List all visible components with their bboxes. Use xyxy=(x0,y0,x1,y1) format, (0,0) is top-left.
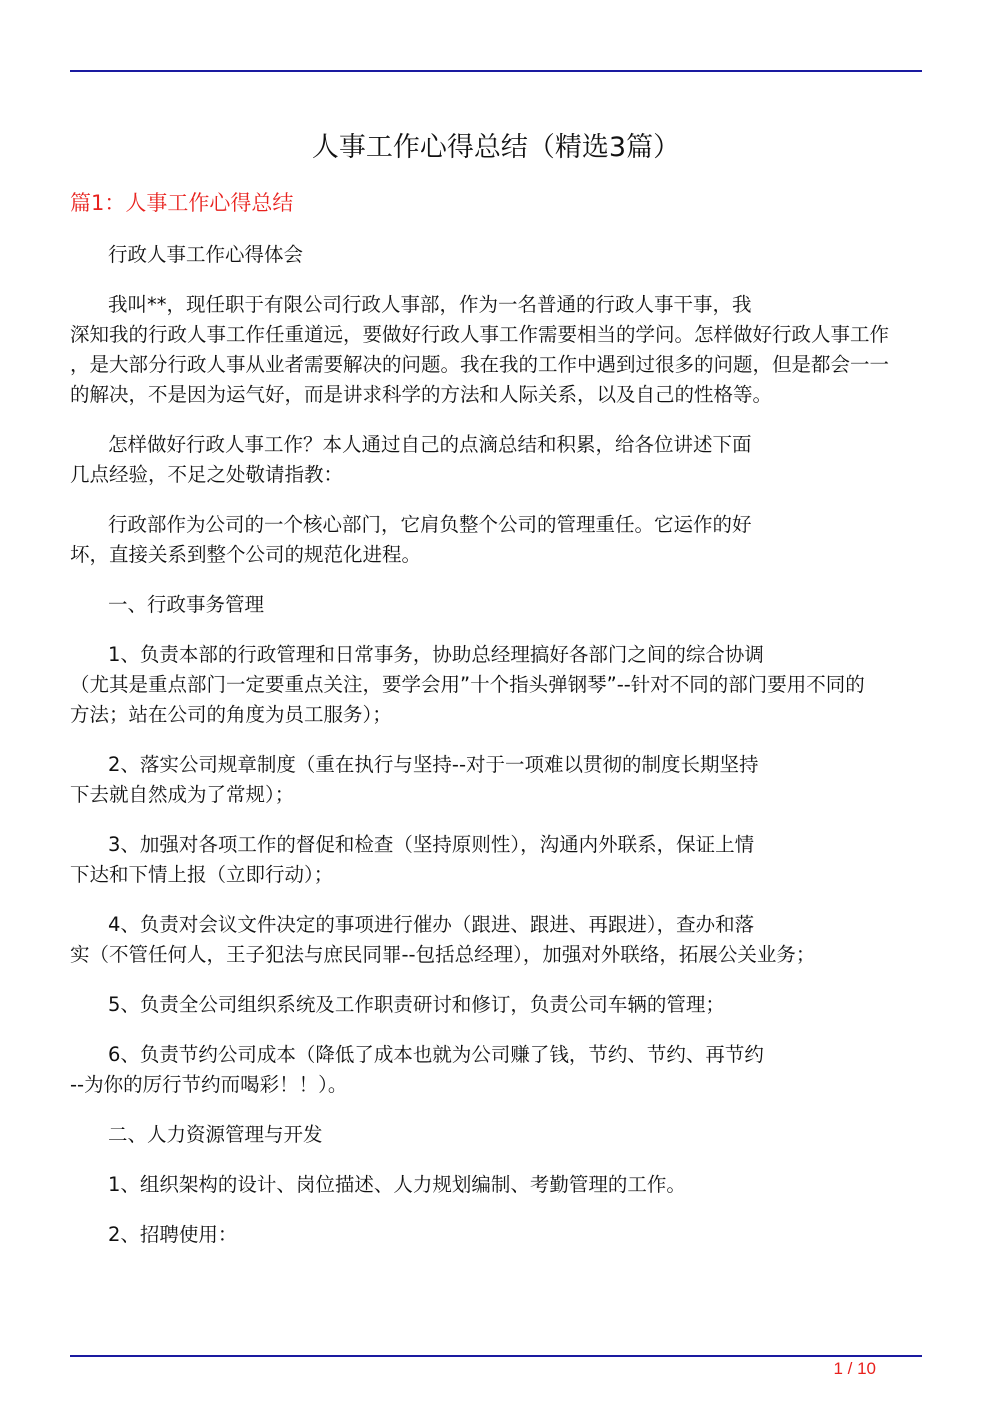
paragraph-line: 几点经验，不足之处敬请指教： xyxy=(70,463,344,486)
paragraph-line: 行政人事工作心得体会 xyxy=(108,243,304,266)
paragraph-line: 6、负责节约公司成本（降低了成本也就为公司赚了钱，节约、节约、再节约 xyxy=(108,1043,764,1066)
paragraph-line: 一、行政事务管理 xyxy=(108,593,265,616)
paragraph xyxy=(70,430,922,490)
paragraph-line: 方法；站在公司的角度为员工服务）； xyxy=(70,703,392,726)
paragraph-line: 2、招聘使用： xyxy=(108,1223,238,1246)
paragraph xyxy=(70,910,922,970)
paragraph-line: 坏，直接关系到整个公司的规范化进程。 xyxy=(70,543,422,566)
paragraph-line: 行政部作为公司的一个核心部门，它肩负整个公司的管理重任。它运作的好 xyxy=(108,513,752,536)
section-heading: 篇1：人事工作心得总结 xyxy=(70,191,294,215)
header-rule xyxy=(70,70,922,72)
paragraph xyxy=(70,1170,922,1200)
paragraph-line: 怎样做好行政人事工作？本人通过自己的点滴总结和积累，给各位讲述下面 xyxy=(108,433,752,456)
paragraph-line: （尤其是重点部门一定要重点关注，要学会用”十个指头弹钢琴”--针对不同的部门要用不同的 xyxy=(70,673,865,696)
paragraph-line: 深知我的行政人事工作任重道远，要做好行政人事工作需要相当的学问。怎样做好行政人事工作 xyxy=(70,323,890,346)
paragraph-line: --为你的厉行节约而喝彩！！）。 xyxy=(70,1073,348,1096)
paragraph xyxy=(70,750,922,810)
document-body xyxy=(70,240,922,1270)
paragraph xyxy=(70,510,922,570)
paragraph-line: ，是大部分行政人事从业者需要解决的问题。我在我的工作中遇到过很多的问题，但是都会一一 xyxy=(70,353,890,376)
paragraph xyxy=(70,990,922,1020)
paragraph-line: 3、加强对各项工作的督促和检查（坚持原则性），沟通内外联系，保证上情 xyxy=(108,833,755,856)
paragraph xyxy=(70,1120,922,1150)
paragraph xyxy=(70,240,922,270)
paragraph-line: 1、组织架构的设计、岗位描述、人力规划编制、考勤管理的工作。 xyxy=(108,1173,686,1196)
paragraph-line: 下去就自然成为了常规）； xyxy=(70,783,295,806)
paragraph-line: 二、人力资源管理与开发 xyxy=(108,1123,323,1146)
paragraph-line: 2、落实公司规章制度（重在执行与坚持--对于一项难以贯彻的制度长期坚持 xyxy=(108,753,759,776)
paragraph xyxy=(70,590,922,620)
paragraph-line: 我叫**，现任职于有限公司行政人事部，作为一名普通的行政人事干事，我 xyxy=(108,293,752,316)
paragraph-line: 实（不管任何人，王子犯法与庶民同罪--包括总经理），加强对外联络，拓展公关业务； xyxy=(70,943,816,966)
paragraph-line: 1、负责本部的行政管理和日常事务，协助总经理搞好各部门之间的综合协调 xyxy=(108,643,764,666)
paragraph xyxy=(70,1220,922,1250)
paragraph xyxy=(70,290,922,410)
document-title: 人事工作心得总结（精选3篇） xyxy=(311,132,681,163)
paragraph-line: 下达和下情上报（立即行动）； xyxy=(70,863,334,886)
paragraph xyxy=(70,1040,922,1100)
paragraph-line: 4、负责对会议文件决定的事项进行催办（跟进、跟进、再跟进），查办和落 xyxy=(108,913,755,936)
paragraph xyxy=(70,640,922,730)
paragraph-line: 5、负责全公司组织系统及工作职责研讨和修订，负责公司车辆的管理； xyxy=(108,993,725,1016)
paragraph-line: 的解决，不是因为运气好，而是讲求科学的方法和人际关系，以及自己的性格等。 xyxy=(70,383,773,406)
page-number: 1 / 10 xyxy=(833,1359,876,1378)
footer-rule xyxy=(70,1355,922,1357)
paragraph xyxy=(70,830,922,890)
